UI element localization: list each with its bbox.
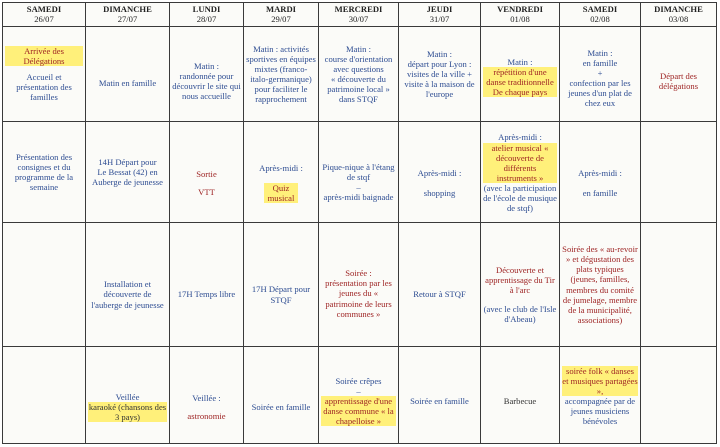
day-date: 27/07 [117, 14, 138, 25]
cell-line: Soirée en famille [410, 395, 469, 406]
cell-line: Soirée en famille [251, 401, 311, 412]
day-name: MARDI [265, 4, 297, 14]
cell-line: (avec la participation de l'école de musique de stqf) [483, 183, 557, 214]
schedule-cell [170, 347, 244, 444]
cell-line: Matin : [507, 56, 533, 67]
schedule-cell [3, 27, 86, 122]
day-header [244, 3, 319, 27]
schedule-cell [244, 347, 319, 444]
cell-line: Veillée [115, 391, 140, 402]
schedule-cell [319, 347, 399, 444]
schedule-cell [244, 223, 319, 347]
day-name: LUNDI [192, 4, 221, 14]
cell-line: Après-midi : [578, 167, 622, 178]
schedule-cell [560, 27, 641, 122]
day-name: SAMEDI [582, 4, 618, 14]
schedule-cell [560, 347, 641, 444]
cell-line: 17H Temps libre [177, 289, 236, 300]
day-name: DIMANCHE [654, 4, 703, 14]
cell-line: Accueil et présentation des familles [16, 71, 72, 103]
cell-line: Barbecue [503, 395, 537, 406]
schedule-cell [86, 223, 170, 347]
cell-line: après-midi baignade [323, 192, 394, 203]
day-header [319, 3, 399, 27]
day-header [170, 3, 244, 27]
cell-line: Matin : [345, 43, 372, 54]
cell-line: Découverte et apprentissage du Tir à l'arc [485, 265, 555, 296]
cell-line: Le Bessat (42) en Auberge de jeunesse [92, 166, 163, 188]
day-date: 26/07 [34, 14, 54, 25]
schedule-row-evening [3, 223, 717, 347]
day-date: 02/08 [590, 14, 610, 25]
schedule-cell [86, 347, 170, 444]
cell-line: – [356, 182, 361, 192]
schedule-cell [641, 223, 717, 347]
schedule-cell [481, 223, 560, 347]
cell-line: répétition d'une danse traditionnelle De chaque pays [483, 67, 557, 97]
schedule-cell [399, 347, 481, 444]
day-name: SAMEDI [26, 4, 62, 14]
schedule-cell [319, 27, 399, 122]
cell-line: Matin : activités sportives en équipes mixtes (franco-italo-germanique) pour faciliter le rapprochement [246, 43, 316, 105]
cell-line: apprentissage d'une danse commune « la chapelloise » [321, 396, 396, 426]
schedule-cell [86, 122, 170, 223]
schedule-cell [170, 122, 244, 223]
cell-line: Retour à STQF [413, 289, 466, 300]
schedule-cell [641, 27, 717, 122]
cell-line: Présentation des consignes et du programme de la semaine [14, 151, 74, 193]
cell-line: Matin : [426, 48, 453, 59]
schedule-cell [560, 223, 641, 347]
cell-line: Soirée : [345, 268, 372, 279]
schedule-row-night [3, 347, 717, 444]
cell-line: en famille [582, 57, 618, 68]
cell-line: 17H Départ pour STQF [251, 284, 311, 305]
schedule-cell [481, 122, 560, 223]
cell-line: (avec le club de l'Isle d'Abeau) [483, 303, 557, 324]
day-header [641, 3, 717, 27]
cell-line: Soirée des « au-revoir » et dégustation des plats typiques (jeunes, familles, membres du comité de jumelage, membre de la municipalité, associations) [562, 243, 638, 325]
schedule-cell [244, 27, 319, 122]
day-name: DIMANCHE [103, 4, 152, 14]
cell-line: – [356, 385, 361, 396]
day-date: 30/07 [348, 14, 369, 25]
schedule-cell [399, 27, 481, 122]
day-date: 01/08 [510, 14, 530, 25]
cell-line: karaoké (chansons des 3 pays) [88, 401, 167, 423]
schedule-cell [3, 223, 86, 347]
day-header [399, 3, 481, 27]
cell-line: Matin en famille [98, 77, 157, 88]
cell-line: en famille [582, 188, 618, 198]
schedule-row-afternoon [3, 122, 717, 223]
cell-line: Départ des délégations [658, 70, 699, 91]
cell-line: randonnée pour découvrir le site qui nous accueille [172, 70, 241, 102]
day-name: MERCREDI [334, 4, 383, 14]
header-row [3, 3, 717, 27]
cell-line: « découverte du patrimoine local » dans STQF [327, 74, 390, 105]
cell-line: Soirée crêpes [335, 375, 382, 386]
day-header [3, 3, 86, 27]
schedule-cell [170, 223, 244, 347]
day-header [560, 3, 641, 27]
cell-line: Après-midi : [417, 167, 462, 178]
schedule-cell [481, 347, 560, 444]
schedule-cell [244, 122, 319, 223]
cell-line: accompagnée par de jeunes musiciens bénévoles [564, 396, 636, 427]
cell-line: Arrivée des Délégations [5, 46, 83, 66]
schedule-cell [560, 122, 641, 223]
schedule-cell [399, 122, 481, 223]
cell-line: Installation et découverte de l'auberge de jeunesse [91, 279, 164, 310]
cell-line: Après-midi : [498, 132, 542, 143]
day-header [481, 3, 560, 27]
cell-line: + [597, 67, 603, 78]
cell-line: 14H Départ pour [98, 156, 157, 167]
day-date: 31/07 [429, 14, 450, 25]
cell-line: atelier musical « découverte de différents instruments » [483, 143, 557, 184]
schedule-sheet [2, 2, 716, 443]
schedule-table [2, 2, 717, 444]
cell-line: Matin : [587, 47, 613, 58]
day-date: 28/07 [196, 14, 217, 25]
cell-line: départ pour Lyon : visites de la ville + visite à la maison de l'europe [404, 58, 475, 100]
cell-line: course d'orientation avec questions [324, 53, 393, 74]
cell-line: confection par les jeunes d'un plat de chez eux [568, 78, 632, 109]
schedule-cell [170, 27, 244, 122]
cell-line: VTT [198, 187, 215, 197]
cell-line: shopping [423, 188, 456, 198]
cell-line: présentation par les jeunes du « patrimoine de leurs communes » [325, 278, 392, 319]
schedule-cell [319, 223, 399, 347]
day-name: JEUDI [426, 4, 453, 14]
cell-line: Quiz musical [264, 183, 298, 203]
schedule-cell [3, 122, 86, 223]
cell-line: soirée folk « danses et musiques partagées », [562, 365, 638, 396]
schedule-cell [86, 27, 170, 122]
schedule-cell [641, 347, 717, 444]
schedule-row-morning [3, 27, 717, 122]
day-date: 03/08 [668, 14, 689, 25]
cell-line: Pique-nique à l'étang de stqf [322, 161, 395, 182]
cell-line: Veillée : [192, 392, 221, 403]
cell-line: Matin : [193, 60, 220, 71]
schedule-cell [3, 347, 86, 444]
schedule-cell [399, 223, 481, 347]
schedule-cell [319, 122, 399, 223]
cell-line: Après-midi : [259, 162, 303, 173]
schedule-cell [481, 27, 560, 122]
cell-line: Sortie [196, 168, 217, 179]
day-date: 29/07 [271, 14, 291, 25]
day-header [86, 3, 170, 27]
day-name: VENDREDI [497, 4, 543, 14]
cell-line: astronomie [187, 411, 226, 421]
schedule-cell [641, 122, 717, 223]
